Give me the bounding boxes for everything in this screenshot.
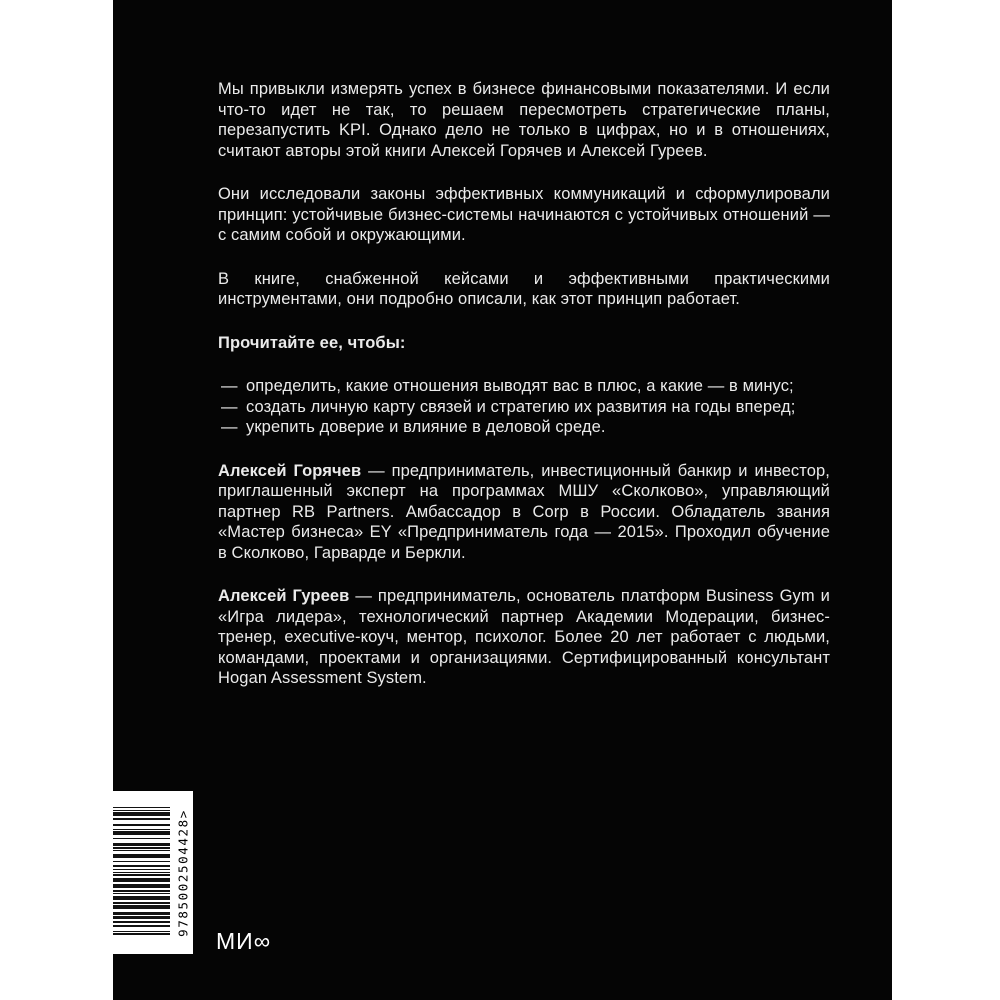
read-section (218, 333, 830, 438)
author-name: Алексей Гуреев (218, 587, 350, 605)
cover-paragraph-book: В книге, снабженной кейсами и эффективными практическими инструментами, они подробно описали, как этот принцип работает. (218, 269, 830, 308)
barcode-number: 9785002504428> (175, 808, 190, 937)
list-dash-icon: — (221, 397, 238, 416)
list-item (218, 376, 830, 397)
list-dash-icon: — (221, 418, 238, 436)
book-back-cover (113, 0, 892, 1000)
barcode-bars (113, 807, 170, 934)
list-dash-icon: — (221, 377, 238, 395)
author-bio-goryachev (218, 461, 830, 564)
cover-paragraph-principle: Они исследовали законы эффективных коммуникаций и сформулировали принцип: устойчивые бизнес-системы начинаются с устойчивых отношений — с самим собой и окружающими. (218, 185, 830, 244)
list-item-text: определить, какие отношения выводят вас в плюс, а какие — в минус; (246, 377, 794, 395)
list-item-text: укрепить доверие и влияние в деловой среде. (246, 418, 606, 436)
author-bio-text: — предприниматель, инвестиционный банкир и инвестор, приглашенный эксперт на программах МШУ «Сколково», управляющий партнер RB Partners. Амбассадор в Corp в России. Обладатель звания «Мастер бизнеса» EY «Предприниматель года — 2015». Проходил обучение в Сколково, Гарварде и Беркли. (218, 461, 830, 562)
list-item (218, 397, 830, 418)
cover-paragraph-intro: Мы привыкли измерять успех в бизнесе финансовыми показателями. И если что-то идет не так, то решаем пересмотреть стратегические планы, перезапустить KPI. Однако дело не только в цифрах, но и в отношениях, считают авторы этой книги Алексей Горячев и Алексей Гуреев. (218, 80, 830, 160)
list-item (218, 417, 830, 438)
author-bio-gureev (218, 586, 830, 689)
author-name: Алексей Горячев (218, 461, 362, 480)
read-section-list (218, 376, 830, 438)
mif-publisher-logo: МИ∞ (216, 928, 272, 954)
barcode-number-wrap (172, 791, 193, 954)
list-item-text: создать личную карту связей и стратегию их развития на годы вперед; (246, 397, 796, 416)
read-section-heading: Прочитайте ее, чтобы: (218, 333, 406, 352)
barcode (113, 791, 193, 954)
cover-text-block (218, 79, 830, 712)
author-bio-text: — предприниматель, основатель платформ Business Gym и «Игра лидера», технологический партнер Академии Модерации, бизнес-тренер, executive-коуч, ментор, психолог. Более 20 лет работает с людьми, командами, проектами и организациями. Сертифицированный консультант Hogan Assessment System. (218, 587, 830, 687)
